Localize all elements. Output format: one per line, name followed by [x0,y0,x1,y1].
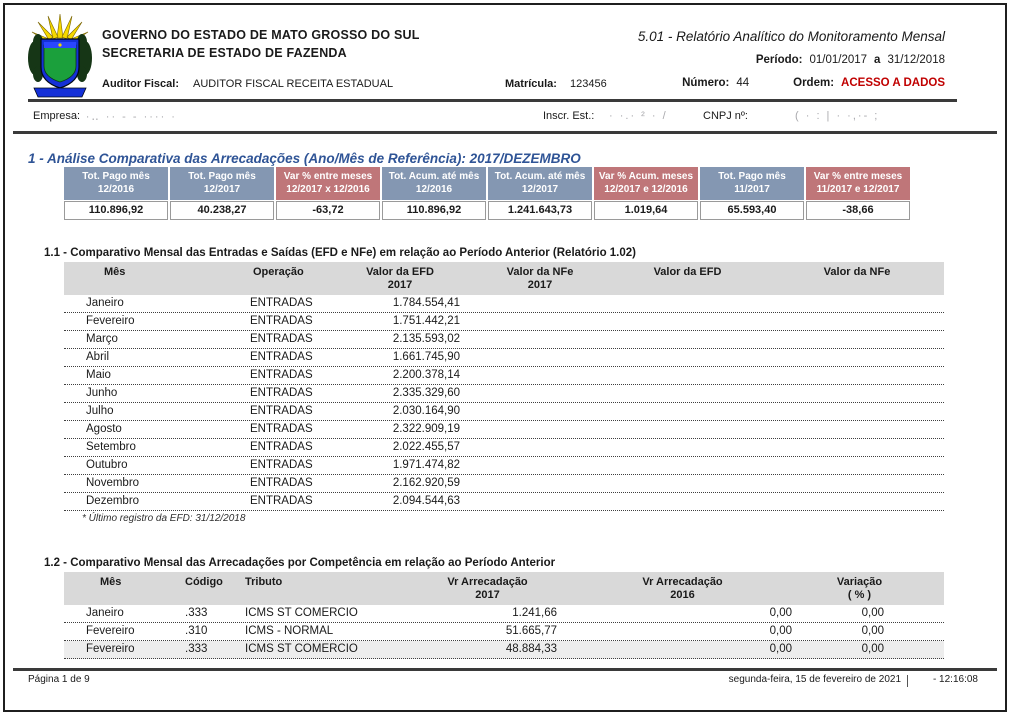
cell [770,313,944,330]
cell: 1.751.442,21 [392,315,460,327]
cell: ENTRADAS [250,459,313,471]
table-row [64,623,944,641]
cell: Maio [86,369,111,381]
cell: ENTRADAS [250,495,313,507]
cnpj-label: CNPJ nº: [703,110,748,122]
cell [475,295,605,312]
cell [770,421,944,438]
summary-value: 1.019,64 [594,201,698,220]
table-row [64,349,944,367]
header-line1: Valor da NFe [506,266,574,278]
summary-header-line2: 11/2017 e 12/2017 [816,184,900,195]
summary-header-line2: 12/2017 x 12/2016 [286,184,370,195]
table-row [64,313,944,331]
numero-ordem-row [682,77,945,89]
summary-header-line2: 12/2017 [203,184,241,195]
cell [605,331,770,348]
cell: 51.665,77 [505,625,557,637]
column-header [410,572,565,605]
report-page [3,3,1007,712]
cell [770,493,944,510]
column-header [64,262,210,295]
cell: Junho [86,387,118,399]
cell [475,493,605,510]
summary-column-header [488,167,592,200]
cell: 2.030.164,90 [392,405,460,417]
cell: 2.022.455,57 [392,441,460,453]
periodo-to: 31/12/2018 [887,54,945,66]
cell: Outubro [86,459,128,471]
company-divider [13,131,997,134]
cell [770,457,944,474]
summary-header-line2: 11/2017 [734,184,770,195]
cell: ENTRADAS [250,387,313,399]
cell: 2.200.378,14 [392,369,460,381]
cell: ENTRADAS [250,369,313,381]
table-1-2-header [64,572,944,605]
summary-header-line1: Tot. Pago mês [188,171,256,182]
cell: .310 [185,625,208,637]
empresa-label: Empresa: [33,110,81,122]
table-row [64,457,944,475]
cell [475,313,605,330]
cell: ENTRADAS [250,405,313,417]
page-number: Página 1 de 9 [28,674,90,685]
cell: 2.335.329,60 [392,387,460,399]
header-line2: 2016 [670,589,695,601]
summary-header-line1: Var % entre meses [283,171,373,182]
numero-value: 44 [736,77,750,89]
periodo-label: Período: [755,54,803,66]
cell [475,439,605,456]
header-line1: Valor da NFe [823,266,891,278]
column-header [770,262,944,295]
footer-divider [13,668,997,671]
header-line1: Mês [100,576,122,588]
periodo-from: 01/01/2017 [809,54,868,66]
cell: 0,00 [861,643,884,655]
cell [475,367,605,384]
summary-column-header [276,167,380,200]
summary-column-header [700,167,804,200]
cell: 0,00 [769,643,792,655]
summary-header-line2: 12/2017 e 12/2016 [604,184,688,195]
cell: Dezembro [86,495,140,507]
cell: Janeiro [86,607,124,619]
header-line1: Tributo [245,576,283,588]
summary-header-line1: Tot. Acum. até mês [494,171,586,182]
cell: ENTRADAS [250,477,313,489]
cell: Abril [86,351,110,363]
header-line2: 2017 [387,279,413,291]
cell [605,493,770,510]
cell: Fevereiro [86,315,135,327]
summary-header-line1: Var % entre meses [813,171,903,182]
summary-table-header [64,167,910,200]
org-name-line2: SECRETARIA DE ESTADO DE FAZENDA [102,46,347,60]
summary-value: 65.593,40 [700,201,804,220]
summary-header-line1: Tot. Acum. até mês [388,171,480,182]
table-row [64,475,944,493]
header-line1: Código [185,576,223,588]
table-row [64,295,944,313]
cell [475,475,605,492]
cell [475,349,605,366]
footer-time: - 12:16:08 [932,674,978,685]
summary-column-header [382,167,486,200]
summary-header-line1: Tot. Pago mês [82,171,150,182]
periodo-separator: a [874,54,881,66]
matricula-value: 123456 [570,78,607,90]
empresa-value-redacted: · ·‥ ·· ‐ ‐ ···· · [75,111,177,123]
org-name-line1: GOVERNO DO ESTADO DE MATO GROSSO DO SUL [102,28,420,42]
cell: ENTRADAS [250,333,313,345]
header-divider [28,99,957,102]
auditor-value: AUDITOR FISCAL RECEITA ESTADUAL [193,78,394,90]
summary-value: 110.896,92 [382,201,486,220]
numero-label: Número: [682,77,730,89]
efd-footnote: * Último registro da EFD: 31/12/2018 [82,513,246,524]
summary-column-header [170,167,274,200]
cell: Março [86,333,118,345]
header-line1: Mês [104,266,126,278]
header-line1: Vr Arrecadação [447,576,528,588]
summary-value: 40.238,27 [170,201,274,220]
summary-value: -38,66 [806,201,910,220]
cell: ENTRADAS [250,423,313,435]
cell [605,457,770,474]
section-1-2-title: 1.2 - Comparativo Mensal das Arrecadações por Competência em relação ao Período Anterior [44,557,556,569]
cell: 2.322.909,19 [392,423,460,435]
cell [770,439,944,456]
summary-column-header [806,167,910,200]
cell [770,403,944,420]
ordem-value: ACESSO A DADOS [841,77,945,89]
cell: Setembro [86,441,136,453]
cell: 2.094.544,63 [392,495,460,507]
footer-date: segunda-feira, 15 de fevereiro de 2021 [728,674,901,685]
ordem-label: Ordem: [793,77,835,89]
header-line2: ( % ) [847,589,872,601]
cell: Novembro [86,477,140,489]
auditor-label: Auditor Fiscal: [102,78,180,90]
cell: .333 [185,643,208,655]
cell [475,457,605,474]
cell: ICMS ST COMERCIO [245,643,358,655]
table-1-1-header [64,262,944,295]
table-row [64,403,944,421]
cell: ENTRADAS [250,315,313,327]
cell: Julho [86,405,114,417]
cell: ENTRADAS [250,297,313,309]
summary-header-line2: 12/2016 [415,184,453,195]
cell [475,385,605,402]
cell [605,439,770,456]
cell [605,421,770,438]
summary-header-line1: Var % Acum. meses [598,171,694,182]
cell: ICMS ST COMERCIO [245,607,358,619]
summary-value: 1.241.643,73 [488,201,592,220]
matricula-label: Matrícula: [505,78,557,90]
column-header [605,262,770,295]
cell [605,403,770,420]
cell: ENTRADAS [250,351,313,363]
cell: Fevereiro [86,625,135,637]
cell: 1.784.554,41 [392,297,460,309]
column-header [565,572,800,605]
cell: Fevereiro [86,643,135,655]
header-line2: 2017 [527,279,553,291]
ms-coat-of-arms-icon [26,12,94,102]
cell: 0,00 [861,625,884,637]
header-line1: Operação [253,266,304,278]
table-row [64,331,944,349]
column-header [64,572,170,605]
header-line1: Valor da EFD [653,266,722,278]
section-1-title: 1 - Análise Comparativa das Arrecadações (Ano/Mês de Referência): 2017/DEZEMBRO [28,151,581,166]
summary-header-line1: Tot. Pago mês [718,171,786,182]
cnpj-value-redacted: ( · : | · ·,·‐ ; [795,110,880,122]
cell: 0,00 [769,625,792,637]
inscricao-estadual-label: Inscr. Est.: [543,110,595,122]
cell: 1.661.745,90 [392,351,460,363]
summary-header-line2: 12/2017 [521,184,559,195]
cell: 2.162.920,59 [392,477,460,489]
cell: 1.241,66 [512,607,557,619]
column-header [170,572,240,605]
cell: 0,00 [861,607,884,619]
column-header [325,262,475,295]
inscricao-estadual-value-redacted: · ·.· ² · / [609,110,668,122]
cell [475,421,605,438]
cell [475,331,605,348]
table-row [64,367,944,385]
cell: 1.971.474,82 [392,459,460,471]
summary-column-header [64,167,168,200]
cell [475,403,605,420]
header-line1: Vr Arrecadação [642,576,723,588]
section-1-1-title: 1.1 - Comparativo Mensal das Entradas e Saídas (EFD e NFe) em relação ao Período Anterior (Relatório 1.02) [44,247,637,259]
table-row [64,385,944,403]
cell [605,295,770,312]
table-row [64,439,944,457]
cell [770,385,944,402]
header-line1: Variação [836,576,883,588]
summary-column-header [594,167,698,200]
column-header [800,572,944,605]
periodo-row [756,54,945,66]
table-row [64,605,944,623]
summary-header-line2: 12/2016 [97,184,135,195]
column-header [240,572,410,605]
cell [770,331,944,348]
table-row [64,493,944,511]
cell [605,349,770,366]
cell [605,385,770,402]
header-line2: 2017 [475,589,500,601]
summary-value: 110.896,92 [64,201,168,220]
cell [770,475,944,492]
cell [605,367,770,384]
cell: ICMS - NORMAL [245,625,334,637]
footer-separator [907,675,908,687]
summary-table-values [64,201,910,220]
table-row [64,641,944,659]
cell: .333 [185,607,208,619]
cell: 2.135.593,02 [392,333,460,345]
column-header [210,262,325,295]
table-row [64,421,944,439]
header-line1: Valor da EFD [366,266,434,278]
cell [605,475,770,492]
report-title: 5.01 - Relatório Analítico do Monitoramento Mensal [637,29,945,44]
cell: 48.884,33 [505,643,557,655]
table-1-1-body [64,295,944,511]
cell [605,313,770,330]
summary-value: -63,72 [276,201,380,220]
cell [770,295,944,312]
cell: 0,00 [769,607,792,619]
cell [770,367,944,384]
table-1-2-body [64,605,944,659]
column-header [475,262,605,295]
cell: Janeiro [86,297,124,309]
cell [770,349,944,366]
cell: Agosto [86,423,122,435]
cell: ENTRADAS [250,441,313,453]
